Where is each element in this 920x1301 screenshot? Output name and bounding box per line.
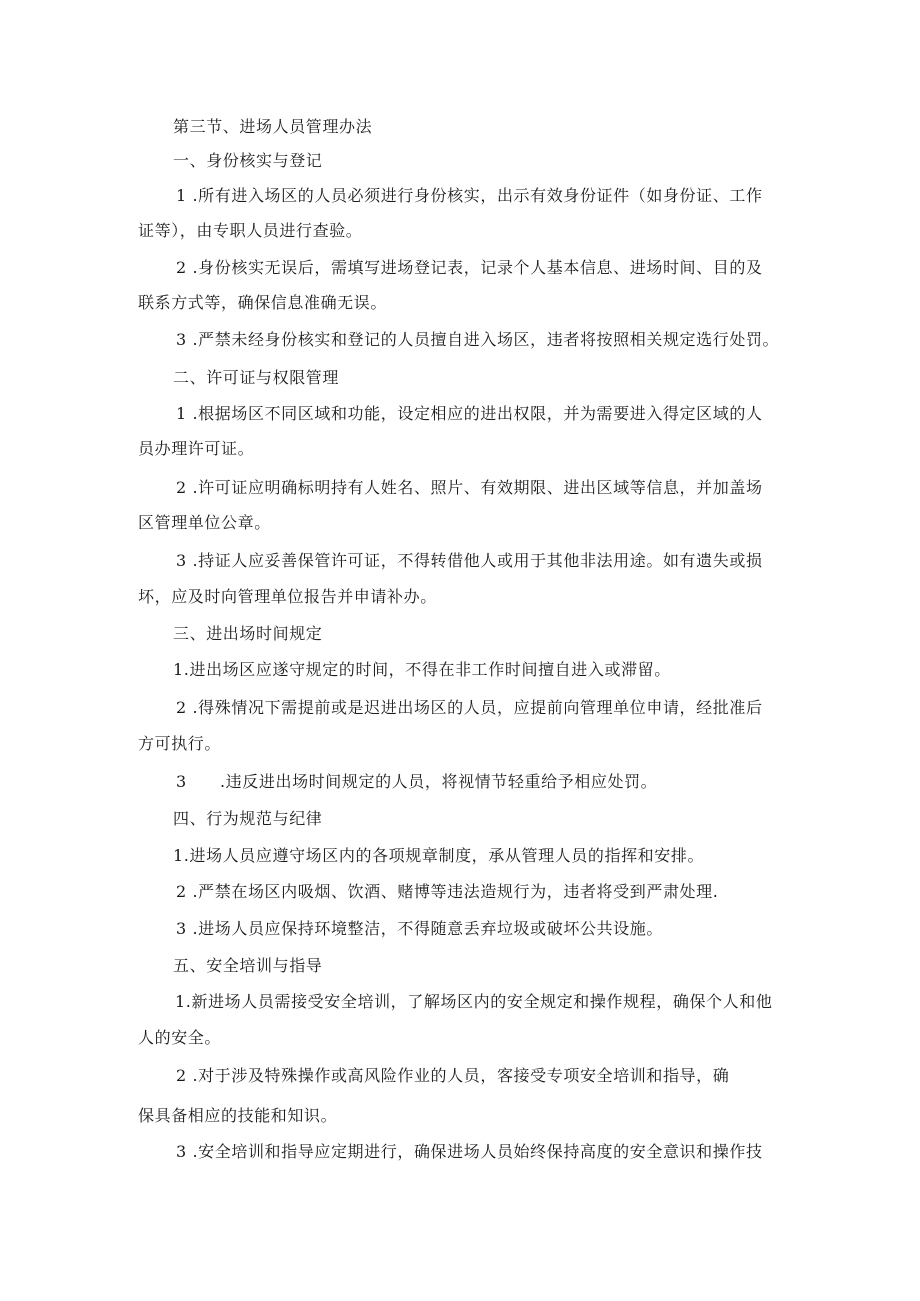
subheading-identity-verification: 一、身份核实与登记 — [173, 151, 323, 170]
paragraph-line: 3 .违反进出场时间规定的人员，将视情节轻重给予相应处罚。 — [176, 772, 658, 791]
paragraph-line: 2 .严禁在场区内吸烟、饮酒、赌博等违法造规行为，违者将受到严肃处理. — [176, 882, 719, 901]
paragraph-line: 3 .进场人员应保持环境整洁，不得随意丢弃垃圾或破坏公共设施。 — [176, 919, 663, 938]
paragraph-line: 3 .安全培训和指导应定期进行，确保进场人员始终保持高度的安全意识和操作技 — [176, 1142, 763, 1161]
paragraph-line: 证等），由专职人员进行查验。 — [138, 221, 363, 240]
paragraph-line: 1.进出场区应遂守规定的时间，不得在非工作时间擅自进入或滞留。 — [173, 660, 671, 679]
subheading-conduct-discipline: 四、行为规范与纪律 — [173, 809, 323, 828]
paragraph-line: 1.新进场人员需接受安全培训，了解场区内的安全规定和操作规程，确保个人和他 — [175, 992, 773, 1011]
paragraph-line: 2 .许可证应明确标明持有人姓名、照片、有效期限、进出区域等信息，并加盖场 — [176, 478, 763, 497]
paragraph-line: 3 .严禁未经身份核实和登记的人员擅自进入场区，违者将按照相关规定选行处罚。 — [176, 330, 780, 349]
paragraph-line: 1.进场人员应遵守场区内的各项规章制度，承从管理人员的指挥和安排。 — [173, 846, 705, 865]
paragraph-line: 区管理单位公章。 — [138, 513, 271, 532]
paragraph-line: 员办理许可证。 — [138, 439, 255, 458]
subheading-permit-management: 二、许可证与权限管理 — [173, 368, 340, 387]
paragraph-line: 2 .身份核实无误后，需填写进场登记表，记录个人基本信息、进场时间、目的及 — [176, 258, 763, 277]
paragraph-line: 坏，应及时向管理单位报告并申请补办。 — [138, 587, 437, 606]
paragraph-line: 方可执行。 — [138, 734, 222, 753]
paragraph-line: 1 .根据场区不同区域和功能，设定相应的进出权限，并为需要进入得定区域的人 — [176, 404, 763, 423]
paragraph-line: 保具备相应的技能和知识。 — [138, 1106, 338, 1125]
section-title: 第三节、进场人员管理办法 — [173, 117, 373, 136]
paragraph-line: 联系方式等，确保信息准确无误。 — [138, 293, 388, 312]
paragraph-line: 人的安全。 — [138, 1028, 222, 1047]
paragraph-line: 1 .所有进入场区的人员必须进行身份核实，出示有效身份证件（如身份证、工作 — [176, 186, 763, 205]
paragraph-line: 2 .得殊情况下需提前或是迟进出场区的人员，应提前向管理单位申请，经批准后 — [176, 698, 763, 717]
subheading-safety-training: 五、安全培训与指导 — [173, 956, 323, 975]
paragraph-line: 2 .对于涉及特殊操作或高风险作业的人员，客接受专项安全培训和指导，确 — [176, 1066, 730, 1085]
paragraph-line: 3 .持证人应妥善保管许可证，不得转借他人或用于其他非法用途。如有遗失或损 — [176, 551, 763, 570]
subheading-access-time: 三、进出场时间规定 — [173, 624, 323, 643]
